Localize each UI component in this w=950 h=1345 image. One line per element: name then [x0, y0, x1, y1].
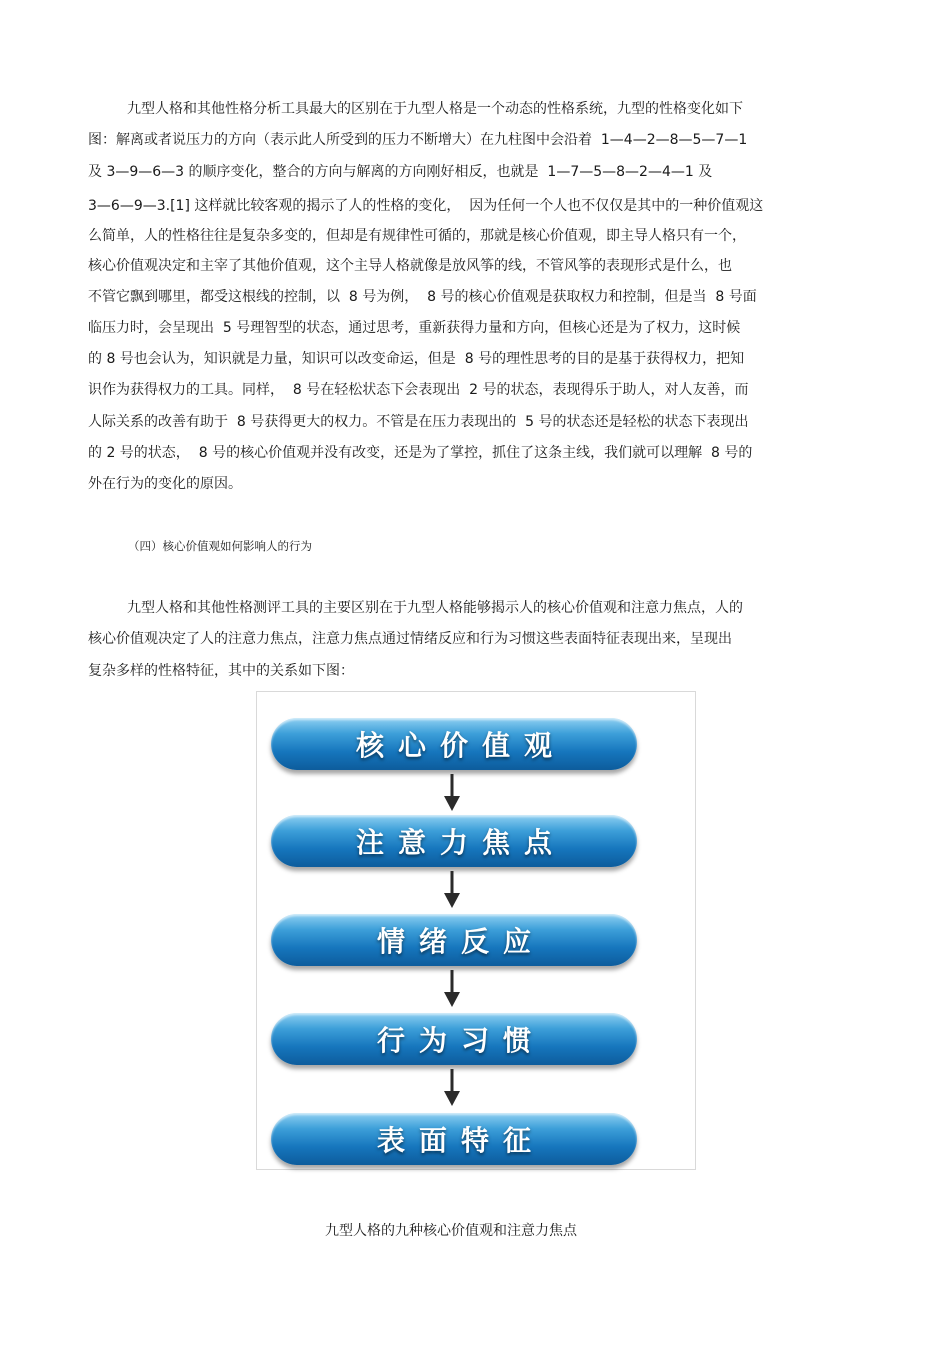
down-arrow-icon [442, 968, 462, 1008]
text-line: 图：解离或者说压力的方向（表示此人所受到的压力不断增大）在九柱图中会沿着 1—4—2—8—5—7—1 [88, 132, 748, 148]
flow-diagram [256, 691, 696, 1170]
text-line: 的 8 号也会认为，知识就是力量，知识可以改变命运，但是 8 号的理性思考的目的是基于获得权力，把知 [88, 351, 745, 367]
text-line: 复杂多样的性格特征，其中的关系如下图： [88, 663, 354, 679]
text-line: 的 2 号的状态， 8 号的核心价值观并没有改变，还是为了掌控，抓住了这条主线，我们就可以理解 8 号的 [88, 445, 753, 461]
text-line: 人际关系的改善有助于 8 号获得更大的权力。不管是在压力表现出的 5 号的状态还是轻松的状态下表现出 [88, 414, 749, 430]
flow-step-behavior-habits: 行为习惯 [271, 1013, 637, 1065]
down-arrow-icon [442, 1067, 462, 1107]
text-line: 不管它飘到哪里，都受这根线的控制，以 8 号为例， 8 号的核心价值观是获取权力和控制，但是当 8 号面 [88, 289, 757, 305]
text-line: 识作为获得权力的工具。同样， 8 号在轻松状态下会表现出 2 号的状态，表现得乐于助人，对人友善，而 [88, 382, 749, 398]
figure-caption: 九型人格的九种核心价值观和注意力焦点 [325, 1223, 577, 1239]
down-arrow-icon [442, 869, 462, 909]
text-line: 么简单，人的性格往往是复杂多变的，但却是有规律性可循的，那就是核心价值观，即主导人格只有一个， [88, 228, 746, 244]
text-line: 核心价值观决定和主宰了其他价值观，这个主导人格就像是放风筝的线，不管风筝的表现形式是什么，也 [88, 258, 732, 274]
text-line: 外在行为的变化的原因。 [88, 476, 242, 492]
flow-step-emotional-reaction: 情绪反应 [271, 914, 637, 966]
text-line: 及 3—9—6—3 的顺序变化，整合的方向与解离的方向刚好相反，也就是 1—7—5—8—2—4—1 及 [88, 164, 713, 180]
text-line: 九型人格和其他性格分析工具最大的区别在于九型人格是一个动态的性格系统，九型的性格变化如下 [127, 101, 743, 117]
text-line: 九型人格和其他性格测评工具的主要区别在于九型人格能够揭示人的核心价值观和注意力焦点，人的 [127, 600, 743, 616]
down-arrow-icon [442, 772, 462, 812]
flow-step-core-values: 核心价值观 [271, 718, 637, 770]
section-heading: （四）核心价值观如何影响人的行为 [128, 539, 312, 553]
flow-step-surface-traits: 表面特征 [271, 1113, 637, 1165]
text-line: 核心价值观决定了人的注意力焦点，注意力焦点通过情绪反应和行为习惯这些表面特征表现出来，呈现出 [88, 631, 732, 647]
flow-step-attention-focus: 注意力焦点 [271, 815, 637, 867]
text-line: 3—6—9—3.[1] 这样就比较客观的揭示了人的性格的变化， 因为任何一个人也不仅仅是其中的一种价值观这 [88, 198, 764, 214]
text-line: 临压力时，会呈现出 5 号理智型的状态，通过思考，重新获得力量和方向，但核心还是为了权力，这时候 [88, 320, 741, 336]
